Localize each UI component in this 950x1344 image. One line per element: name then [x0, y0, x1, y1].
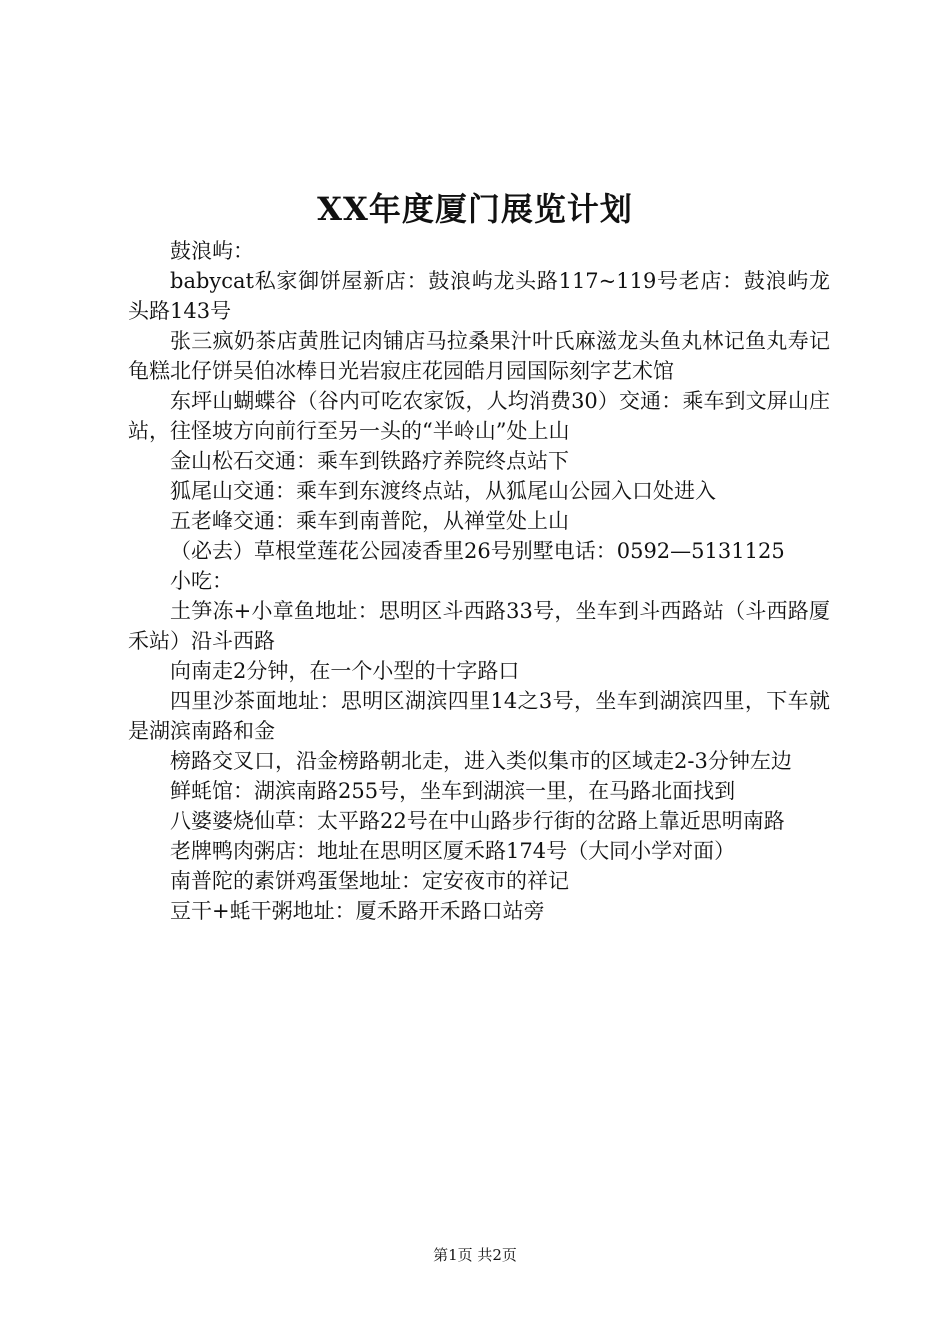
paragraph: 五老峰交通：乘车到南普陀，从禅堂处上山	[170, 509, 569, 533]
document-title: XX年度厦门展览计划	[317, 190, 633, 228]
paragraph: 张三疯奶茶店黄胜记肉铺店马拉桑果汁叶氏麻滋龙头鱼丸林记鱼丸寿记龟糕北仔饼吴伯冰棒日光岩寂庄花园皓月园国际刻字艺术馆	[128, 329, 830, 383]
paragraph: 四里沙茶面地址：思明区湖滨四里14之3号，坐车到湖滨四里，下车就是湖滨南路和金	[128, 689, 830, 743]
paragraph: 向南走2分钟，在一个小型的十字路口	[170, 659, 520, 683]
paragraph: 豆干+蚝干粥地址：厦禾路开禾路口站旁	[170, 899, 545, 923]
paragraph: 鲜蚝馆：湖滨南路255号，坐车到湖滨一里，在马路北面找到	[170, 779, 736, 803]
paragraph: babycat私家御饼屋新店：鼓浪屿龙头路117~119号老店：鼓浪屿龙头路143号	[128, 269, 830, 323]
paragraph: 八婆婆烧仙草：太平路22号在中山路步行街的岔路上靠近思明南路	[170, 809, 785, 833]
paragraph: 榜路交叉口，沿金榜路朝北走，进入类似集市的区域走2-3分钟左边	[170, 749, 792, 773]
paragraph: 狐尾山交通：乘车到东渡终点站，从狐尾山公园入口处进入	[170, 479, 716, 503]
paragraph: 金山松石交通：乘车到铁路疗养院终点站下	[170, 449, 569, 473]
page-number: 第1页 共2页	[433, 1246, 517, 1264]
paragraph: 东坪山蝴蝶谷（谷内可吃农家饭，人均消费30）交通：乘车到文屏山庄站，往怪坡方向前行至另一头的“半岭山”处上山	[128, 389, 830, 443]
paragraph: 南普陀的素饼鸡蛋堡地址：定安夜市的祥记	[170, 869, 569, 893]
paragraph: 老牌鸭肉粥店：地址在思明区厦禾路174号（大同小学对面）	[170, 839, 736, 863]
paragraph: 小吃：	[170, 569, 233, 593]
paragraph: 鼓浪屿：	[170, 239, 254, 263]
paragraph: （必去）草根堂莲花公园凌香里26号别墅电话：0592—5131125	[170, 539, 785, 563]
paragraph: 土笋冻+小章鱼地址：思明区斗西路33号，坐车到斗西路站（斗西路厦禾站）沿斗西路	[128, 599, 830, 653]
document-body	[128, 236, 830, 926]
